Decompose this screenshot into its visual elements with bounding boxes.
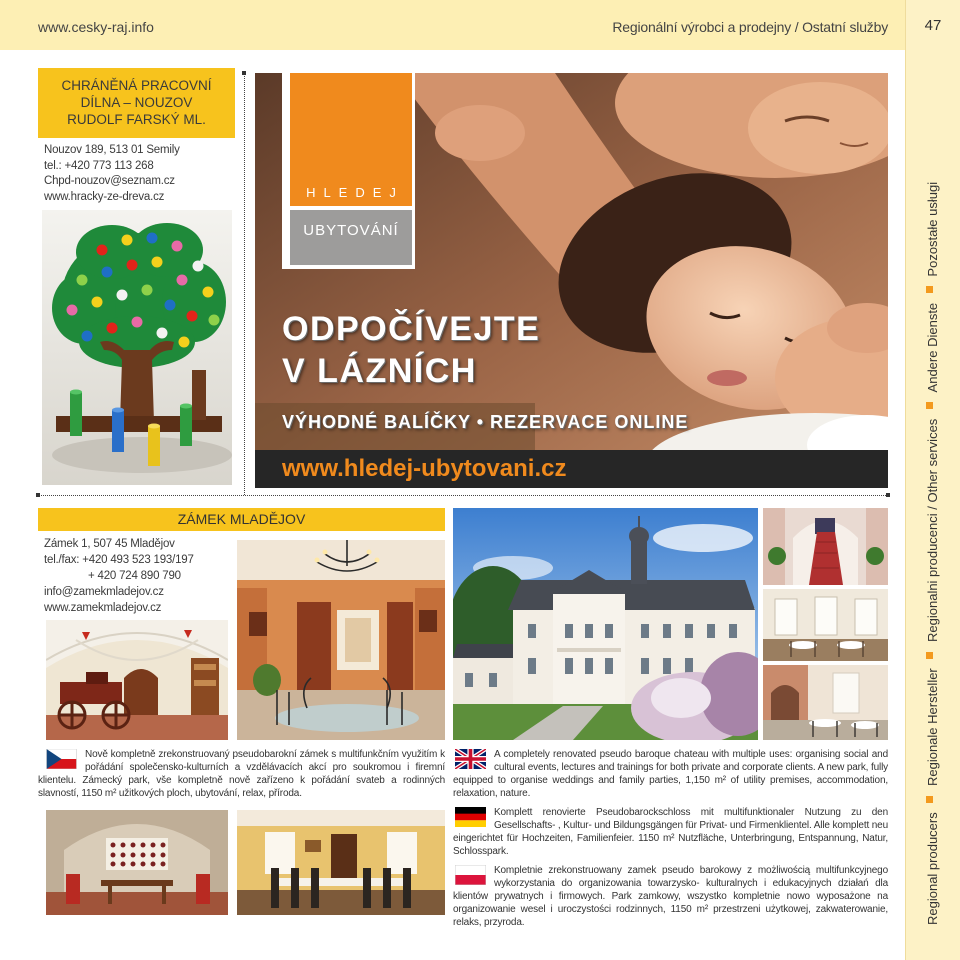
divider-end-marker [242, 71, 246, 75]
category-strip [905, 0, 960, 960]
salon-photo [763, 589, 888, 661]
category-label: Regionale Hersteller [925, 668, 940, 787]
description-text-pl: Kompletnie zrekonstruowany zamek pseudo barokowy z możliwością multifunkcyjnego wykorzystania do organizowania towarzysko- kulturalnych i edukacyjnych działań dla klientów prywatnych i firmowych. Park zamkowy, wszystko kompletnie nowo wyposażone na organizowanie wesel i uroczystości rodzinnych, 1150 m² przestrzeni użytkowej, zakwaterowanie, relaks, przyroda. [453, 865, 888, 928]
logo-orange-block [290, 73, 412, 206]
logo-word-hledej: HLEDEJ [306, 185, 404, 200]
workshop-address: Nouzov 189, 513 01 Semily [44, 144, 180, 156]
header-band [0, 0, 905, 50]
uk-flag-icon [455, 749, 486, 769]
carriage-room-photo [46, 620, 228, 740]
section-title: Regionální výrobci a prodejny / Ostatní služby [612, 19, 888, 35]
description-text-cs: Nově kompletně zrekonstruovaný pseudobarokní zámek s multifunkčním využitím k pořádání společensko-kulturních a vzdělávacích akcí pro soukromou i firemní klientelu. Zámecký park, vše kompletně nově zařízeno k pořádání svateb a rodinných slavností, 1150 m² užitkových ploch, ubytování, relax, příroda. [38, 749, 445, 799]
ad-tagline: VÝHODNÉ BALÍČKY • REZERVACE ONLINE [282, 412, 689, 432]
polish-flag-icon [455, 865, 486, 885]
separator-square [926, 286, 933, 293]
workshop-phone: tel.: +420 773 113 268 [44, 159, 154, 172]
page-number: 47 [924, 17, 942, 34]
category-label: Andere Dienste [925, 302, 940, 393]
hall-interior-photo [237, 540, 445, 740]
chateau-email: info@zamekmladejov.cz [44, 586, 164, 598]
wooden-tree-toy-photo [42, 210, 232, 485]
workshop-contact [44, 143, 180, 205]
workshop-title-line: CHRÁNĚNÁ PRACOVNÍ [61, 78, 212, 93]
divider-end-marker [36, 493, 40, 497]
chateau-exterior-photo [453, 508, 758, 740]
dining-room-photo [237, 810, 445, 915]
description-cs [38, 748, 445, 800]
workshop-email: Chpd-nouzov@seznam.cz [44, 175, 175, 187]
separator-square [926, 402, 933, 409]
divider-end-marker [886, 493, 890, 497]
description-de [453, 806, 888, 858]
description-text-en: A completely renovated pseudo baroque chateau with multiple uses: organising social and cultural events, lectures and trainings for both private and corporate clients. A new park, fully equipped to organise weddings and family parties, 1,150 m² of utility premises, accommodation, relaxation, nature. [453, 749, 888, 799]
logo-gray-block [290, 210, 412, 265]
workshop-title-line: RUDOLF FARSKÝ ML. [67, 112, 206, 127]
description-text-de: Komplett renovierte Pseudobarockschloss mit multifunktionaler Nutzung zu den Gesellschafts- , Kultur- und Bildungsgängen für Privat- und Firmenklientel. Alle komplett neu eingerichtet für Hochzeiten, Familienfeier. 1150 m² Nutzfläche, Unterbringung, Entspannung, Natur, Schlosspark. [453, 807, 888, 857]
chateau-phone-2: + 420 724 890 790 [88, 570, 181, 582]
spa-accommodation-ad [255, 73, 888, 488]
chateau-address: Zámek 1, 507 45 Mladějov [44, 538, 175, 550]
separator-square [926, 652, 933, 659]
chateau-web: www.zamekmladejov.cz [44, 602, 162, 614]
logo-word-ubytovani: UBYTOVÁNÍ [303, 222, 399, 239]
ad-url: www.hledej-ubytovani.cz [282, 455, 567, 482]
category-labels [920, 150, 946, 925]
workshop-web: www.hracky-ze-dreva.cz [44, 190, 165, 203]
chateau-title: ZÁMEK MLADĚJOV [38, 508, 445, 531]
czech-flag-icon [46, 749, 77, 769]
horizontal-divider [38, 495, 888, 496]
description-en [453, 748, 888, 800]
staircase-photo [763, 508, 888, 585]
description-pl [453, 864, 888, 929]
ad-headline-line-1: ODPOČÍVEJTE [282, 310, 541, 348]
site-url: www.cesky-raj.info [38, 19, 154, 35]
separator-square [926, 796, 933, 803]
workshop-title-line: DÍLNA – NOUZOV [80, 95, 193, 110]
ad-url-strip [255, 450, 888, 488]
arcade-room-photo [763, 665, 888, 740]
category-label: Regional producers [925, 812, 940, 925]
german-flag-icon [455, 807, 486, 827]
category-label: Regionalni producenci / Other services [925, 418, 940, 642]
ad-headline-line-2: V LÁZNÍCH [282, 352, 477, 390]
chateau-contact [44, 536, 194, 616]
chateau-phone: tel./fax: +420 493 523 193/197 [44, 554, 194, 566]
wine-cellar-photo [46, 810, 228, 915]
workshop-title [38, 68, 235, 138]
vertical-divider [244, 73, 245, 495]
category-label: Pozostałe usługi [925, 181, 940, 277]
